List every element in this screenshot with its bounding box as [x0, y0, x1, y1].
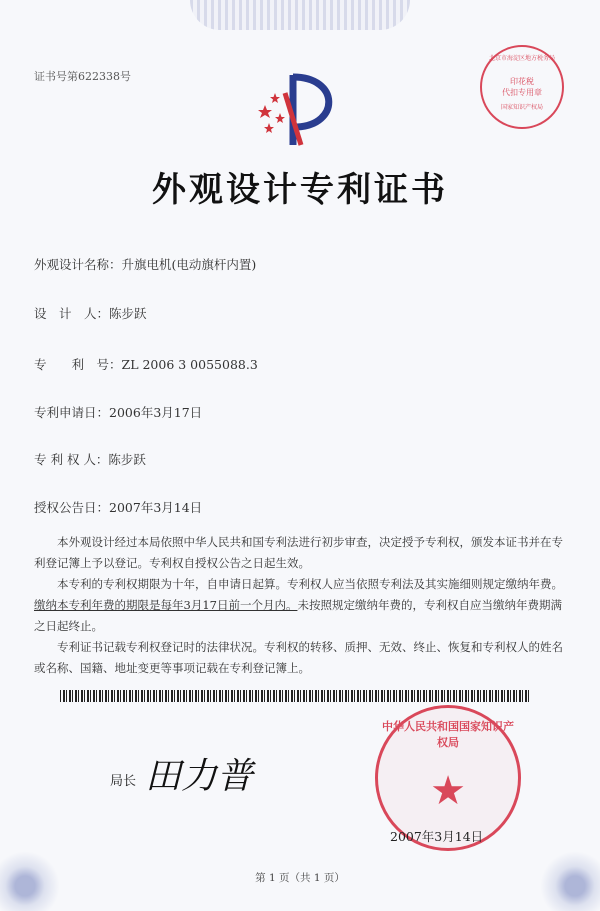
field-label: 专利申请日：: [34, 405, 110, 420]
national-emblem-icon: ★: [430, 768, 466, 814]
field-value: 陈步跃: [109, 306, 147, 321]
director-signature: 田力普: [145, 756, 254, 797]
body-paragraph: 本外观设计经过本局依照中华人民共和国专利法进行初步审查，决定授予专利权，颁发本证书并在专利登记簿上予以登记。专利权自授权公告之日起生效。: [34, 535, 563, 570]
tax-stamp-center: 印花税: [510, 77, 534, 86]
field-design-name: [34, 255, 256, 273]
body-paragraph: 专利证书记载专利权登记时的法律状况。专利权的转移、质押、无效、终止、恢复和专利权人的姓名或名称、国籍、地址变更等事项记载在专利登记簿上。: [34, 640, 563, 675]
issue-date: 2007年3月14日: [390, 829, 484, 844]
field-label: 设 计 人：: [34, 306, 110, 321]
body-text: 本专利的专利权期限为十年，自申请日起算。专利权人应当依照专利法及其实施细则规定缴纳年费。: [57, 577, 563, 591]
decorative-border: [190, 0, 410, 30]
field-value: 陈步跃: [108, 452, 146, 467]
tax-stamp: [480, 45, 564, 129]
certificate-number: 证书号第622338号: [34, 70, 131, 83]
field-value: 2007年3月14日: [109, 500, 203, 515]
barcode: [60, 690, 530, 702]
field-label: 专 利 权 人：: [34, 452, 109, 467]
field-designer: [34, 304, 147, 322]
field-label: 授权公告日：: [34, 500, 110, 515]
field-label: 外观设计名称：: [34, 257, 122, 272]
field-value: 升旗电机(电动旗杆内置): [121, 257, 257, 272]
director-label: 局长: [110, 774, 137, 789]
page-number: 第 1 页（共 1 页）: [255, 872, 345, 884]
fee-deadline-text: 缴纳本专利年费的期限是每年3月17日前一个月内。: [34, 598, 298, 612]
field-patentee: [34, 450, 146, 468]
tax-stamp-bottom: 国家知识产权局: [500, 104, 543, 111]
field-label: 专 利 号：: [34, 357, 122, 372]
body-text: 未按照规定缴纳年费的，专利权自应当缴纳年费期满之日起终止。: [34, 598, 562, 633]
sipo-logo-icon: [255, 65, 345, 150]
body-paragraph: [34, 574, 564, 637]
page-title: 外观设计专利证书: [152, 170, 448, 210]
office-seal-text: 中华人民共和国国家知识产权局: [382, 720, 514, 749]
field-value: 2006年3月17日: [109, 405, 203, 420]
field-filing-date: [34, 403, 202, 421]
field-grant-date: [34, 498, 202, 516]
tax-stamp-ring-text: 北京市海淀区地方税务局: [488, 55, 555, 62]
tax-stamp-center2: 代扣专用章: [502, 88, 542, 97]
field-patent-number: [34, 355, 258, 373]
field-value: ZL 2006 3 0055088.3: [121, 357, 258, 372]
certificate-body: [34, 532, 564, 679]
